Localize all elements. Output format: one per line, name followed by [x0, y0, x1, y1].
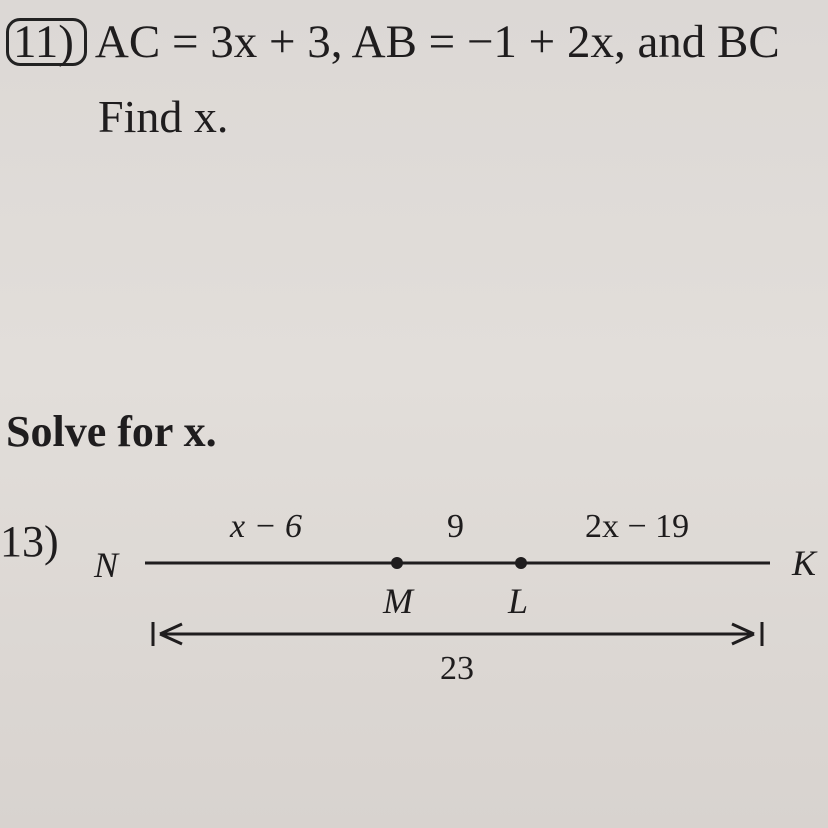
point-label-n: N — [94, 545, 119, 585]
segment-label-ml: 9 — [447, 508, 464, 545]
problem-11-instruction: Find x. — [98, 91, 229, 142]
problem-11-number: 11) — [6, 18, 87, 66]
point-m-dot — [391, 557, 403, 569]
total-length-label: 23 — [440, 650, 474, 687]
problem-11-equations: AC = 3x + 3, AB = −1 + 2x, and BC — [94, 16, 780, 68]
problem-13-number: 13) — [0, 517, 59, 566]
segment-label-lk: 2x − 19 — [585, 508, 690, 545]
point-l-dot — [515, 557, 527, 569]
point-label-l: L — [508, 581, 529, 621]
section-heading: Solve for x. — [6, 407, 217, 456]
segment-label-nm: x − 6 — [230, 508, 303, 545]
point-label-m: M — [383, 581, 413, 621]
point-label-k: K — [792, 543, 817, 583]
